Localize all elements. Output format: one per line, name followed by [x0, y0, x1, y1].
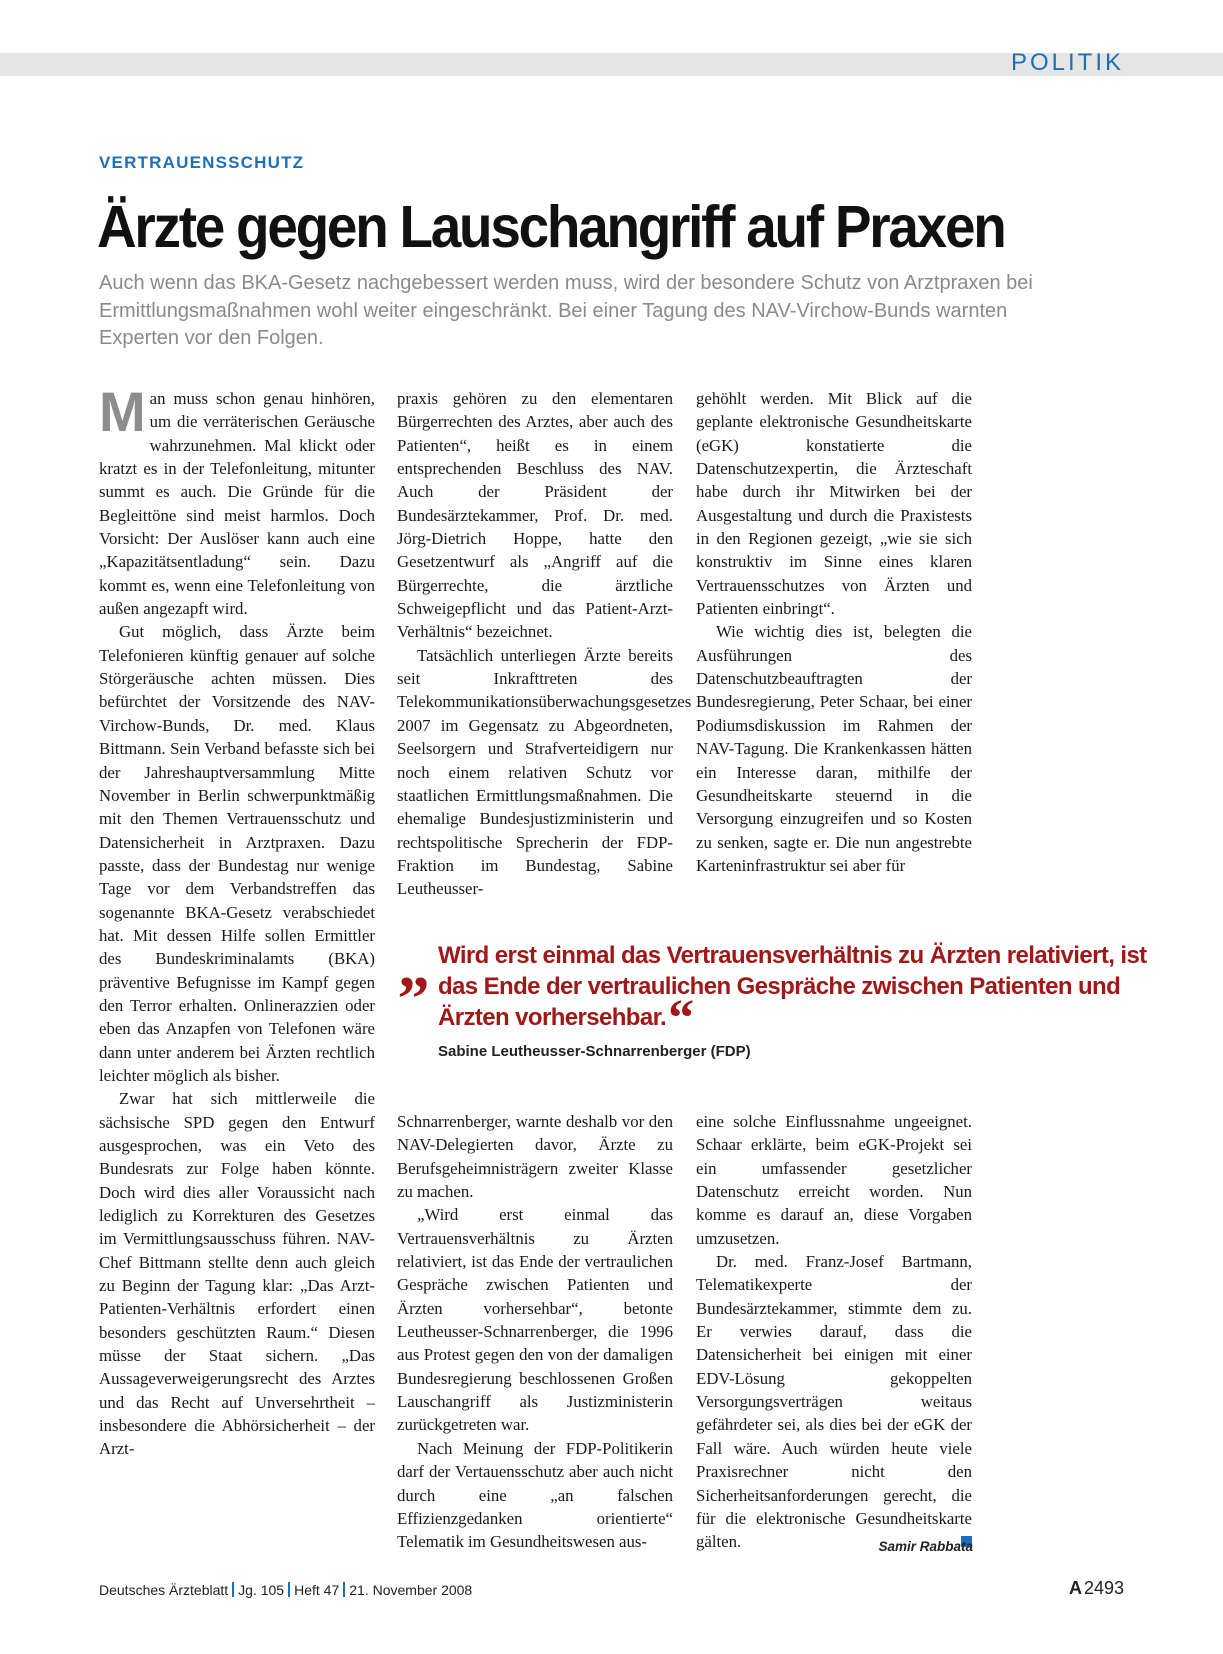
section-label: POLITIK — [1010, 49, 1124, 76]
paragraph: Wie wichtig dies ist, belegten die Ausführungen des Datenschutzbeauftragten der Bundesregierung, Peter Schaar, bei einer Podiumsdiskussion im Rahmen der NAV-Tagung. Die Krankenkassen hätten ein Interesse daran, mithilfe der Gesundheitskarte steuernd in die Versorgung einzugreifen und so Kosten zu senken, sagte er. Die nun angestrebte Karteninfrastruktur sei aber für — [696, 622, 972, 875]
quote-close-mark: “ — [668, 990, 694, 1047]
page-number: A 2493 — [1068, 1578, 1124, 1598]
article-kicker: VERTRAUENSSCHUTZ — [99, 153, 305, 172]
paragraph: Gut möglich, dass Ärzte beim Telefonieren künftig genauer auf solche Störgeräusche achten müssen. Dies befürchtet der Vorsitzende des NAV-Virchow-Bunds, Dr. med. Klaus Bittmann. Sein Verband befasste sich bei der Jahreshauptversammlung Mitte November in Berlin schwerpunktmäßig mit den Themen Vertrauensschutz und Datensicherheit in Arztpraxen. Dazu passte, dass der Bundestag nur wenige Tage vor dem Verbandstreffen das sogenannte BKA-Gesetz verabschiedet hat. Mit dessen Hilfe sollen Ermittler des Bundeskriminalamts (BKA) präventive Befugnisse im Kampf gegen den Terror erhalten. Onlinerazzien oder eben das Anzapfen von Telefonen wäre dann unter anderem bei Ärzten rechtlich leichter möglich als bisher. — [99, 622, 375, 1085]
paragraph: Zwar hat sich mittlerweile die sächsische SPD gegen den Entwurf ausgesprochen, was ein Veto des Bundesrats zur Folge haben könnte. Doch wird dies aller Voraussicht nach lediglich zu Korrekturen des Gesetzes im Vermittlungsausschuss führen. NAV-Chef Bittmann stellte denn auch gleich zu Beginn der Tagung klar: „Das Arzt-Patienten-Verhältnis erfordert einen besonders geschützten Raum.“ Diesen müsse der Staat sichern. „Das Aussageverweigerungsrecht des Arztes und das Recht auf Unversehrtheit – insbesondere die Abhörsicherheit – der Arzt- — [99, 1089, 375, 1459]
column-3-top — [696, 387, 972, 877]
paragraph: Man muss schon genau hinhören, um die verräterischen Geräusche wahrzunehmen. Mal klickt oder kratzt es in der Telefonleitung, mitunter summt es auch. Die Gründe für die Begleittöne sind meist harmlos. Doch Vorsicht: Der Auslöser kann auch eine „Kapazitätsentladung“ sein. Dazu kommt es, wenn eine Telefonleitung von außen angezapft wird. — [99, 380, 375, 619]
paragraph: gehöhlt werden. Mit Blick auf die geplante elektronische Gesundheitskarte (eGK) konstatierte die Datenschutzexpertin, die Ärzteschaft habe durch ihr Mitwirken bei der Ausgestaltung und durch die Praxistests in den Regionen gezeigt, „wie sie sich konstruktiv im Sinne eines klaren Vertrauensschutzes von Ärzten und Patienten einbringt“. — [696, 389, 972, 619]
article-title: Ärzte gegen Lauschangriff auf Praxen — [97, 194, 1005, 260]
paragraph: praxis gehören zu den elementaren Bürgerrechten des Arztes, aber auch des Patienten“, heißt es in einem entsprechenden Beschluss des NAV. Auch der Präsident der Bundesärztekammer, Prof. Dr. med. Jörg-Dietrich Hoppe, hatte den Gesetzentwurf als „Angriff auf die Bürgerrechte, die ärztliche Schweigepflicht und das Patient-Arzt-Verhältnis“ bezeichnet. — [397, 389, 673, 642]
paragraph: Tatsächlich unterliegen Ärzte bereits seit Inkrafttreten des Telekommunikationsüberwachungsgesetzes 2007 im Gegensatz zu Abgeordneten, Seelsorgern und Strafverteidigern nur noch einem relativen Schutz vor staatlichen Ermittlungsmaßnahmen. Die ehemalige Bundesjustizministerin und rechtspolitische Sprecherin der FDP-Fraktion im Bundestag, Sabine Leutheusser- — [397, 645, 692, 899]
quote-open-mark: „ — [398, 930, 430, 1001]
paragraph: „Wird erst einmal das Vertrauensverhältnis zu Ärzten relativiert, ist das Ende der vertraulichen Gespräche zwischen Patienten und Ärzten vorhersehbar“, betonte Leutheusser-Schnarrenberger, die 1996 aus Protest gegen den von der damaligen Bundesregierung beschlossenen Großen Lauschangriff als Justizministerin zurückgetreten war. — [397, 1205, 673, 1435]
volume: Jg. 105 — [238, 1582, 285, 1598]
column-3-bottom — [696, 1110, 972, 1554]
separator — [343, 1582, 345, 1597]
separator — [288, 1582, 290, 1597]
article-author: Samir Rabbata — [878, 1539, 973, 1554]
column-1 — [99, 380, 375, 1461]
drop-cap: M — [99, 380, 146, 443]
separator — [232, 1582, 234, 1597]
article-lead: Auch wenn das BKA-Gesetz nachgebessert werden muss, wird der besondere Schutz von Arztpraxen bei Ermittlungsmaßnahmen wohl weiter eingeschränkt. Bei einer Tagung des NAV-Virchow-Bunds warnten Experten vor den Folgen. — [99, 272, 1033, 349]
journal-name: Deutsches Ärzteblatt — [99, 1582, 229, 1598]
paragraph: eine solche Einflussnahme ungeeignet. Schaar erklärte, beim eGK-Projekt sei ein umfassender gesetzlicher Datenschutz erreicht worden. Nun komme es darauf an, diese Vorgaben umzusetzen. — [696, 1112, 972, 1248]
pull-quote-text: „ Wird erst einmal das Vertrauensverhältnis zu Ärzten relativiert, ist das Ende der vertraulichen Gespräche zwischen Patienten und Ärzten vorhersehbar.“ — [398, 930, 1147, 1047]
issue-date: 21. November 2008 — [349, 1582, 473, 1598]
column-2-top — [397, 387, 692, 901]
pull-quote — [398, 930, 1158, 1060]
footer — [99, 1582, 472, 1598]
pull-quote-source: Sabine Leutheusser-Schnarrenberger (FDP) — [438, 1043, 751, 1060]
column-2-bottom — [397, 1110, 673, 1554]
paragraph: Dr. med. Franz-Josef Bartmann, Telematikexperte der Bundesärztekammer, stimmte dem zu. Er verwies darauf, dass die Datensicherheit bei einigen mit einer EDV-Lösung gekoppelten Versorgungsverträgen weitaus gefährdeter sei, als dies bei der eGK der Fall wäre. Auch würden heute viele Praxisrechner nicht den Sicherheitsanforderungen gerecht, die für die elektronische Gesundheitskarte gälten. — [696, 1252, 972, 1552]
issue: Heft 47 — [294, 1582, 340, 1598]
paragraph: Schnarrenberger, warnte deshalb vor den NAV-Delegierten davor, Ärzte zu Berufsgeheimnisträgern zweiter Klasse zu machen. — [397, 1112, 673, 1202]
paragraph: Nach Meinung der FDP-Politikerin darf der Vertauensschutz aber auch nicht durch eine „an falschen Effizienzgedanken orientierte“ Telematik im Gesundheitswesen aus- — [397, 1438, 673, 1552]
